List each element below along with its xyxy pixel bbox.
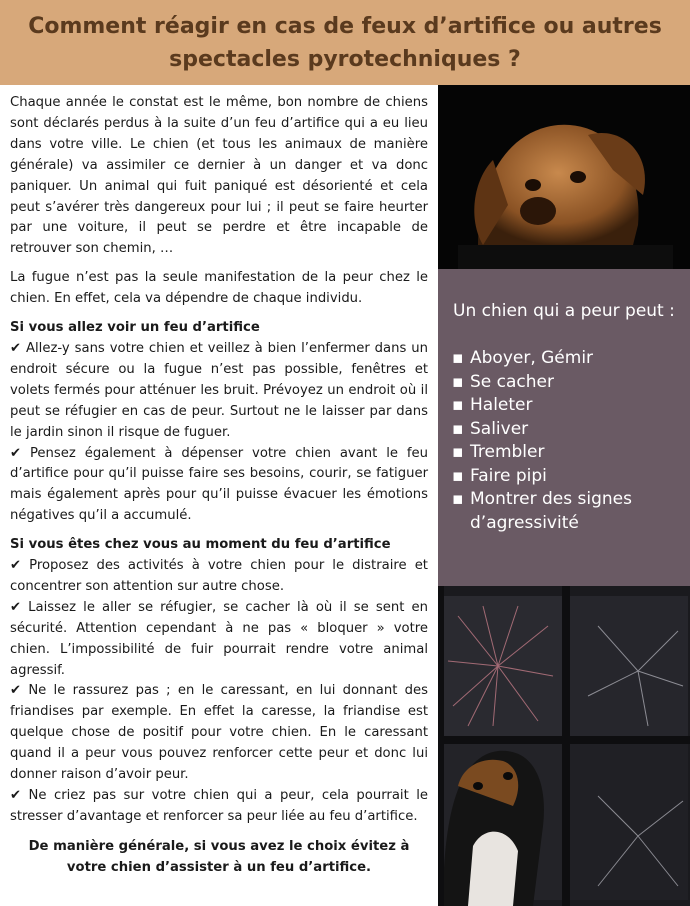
section1-heading: Si vous allez voir un feu d’artifice [10, 320, 260, 336]
section2-heading: Si vous êtes chez vous au moment du feu d’artifice [10, 537, 391, 553]
section1-item: ✔ Pensez également à dépenser votre chien avant le feu d’artifice pour qu’il puisse faire ses besoins, courir, se fatiguer mais également après pour qu’il puisse évacuer les émotions négatives qu’il a accumulé. [10, 445, 428, 524]
header-banner [0, 0, 690, 85]
list-item: ▪ Se cacher [452, 371, 690, 395]
list-item: ▪ Faire pipi [452, 465, 690, 489]
dog-window-fireworks-photo [438, 586, 690, 906]
list-item: ▪ Saliver [452, 418, 690, 442]
section2-item: ✔ Proposez des activités à votre chien pour le distraire et concentrer son attention sur autre chose. [10, 558, 428, 594]
list-item: ▪ Trembler [452, 441, 690, 465]
check-icon: ✔ [10, 683, 22, 699]
check-icon: ✔ [10, 340, 22, 356]
check-icon: ✔ [10, 599, 22, 615]
closing-statement: De manière générale, si vous avez le choix évitez à votre chien d’assister à un feu d’artifice. [28, 838, 410, 875]
intro-paragraph-1: Chaque année le constat est le même, bon nombre de chiens sont déclarés perdus à la suite d’un feu d’artifice qui a eu lieu dans votre ville. Le chien (et tous les animaux de manière générale) va assimiler ce dernier à un danger et va donc paniquer. Un animal qui fuit paniqué est désorienté et cela peut s’avérer très dangereux pour lui ; il peut se faire heurter par une voiture, il peut se perdre et être incapable de retrouver son chemin, … [10, 95, 428, 257]
window-fireworks-illustration [438, 586, 690, 906]
section2-item: ✔ Laissez le aller se réfugier, se cacher là où il se sent en sécurité. Attention cependant à ne pas « bloquer » votre chien. L’impossibilité de fuir pourrait rendre votre animal agressif. [10, 599, 428, 678]
section1-item: ✔ Allez-y sans votre chien et veillez à bien l’enfermer dans un endroit sécure ou la fugue n’est pas possible, fenêtres et volets fermés pour atténuer les bruit. Prévoyez un endroit où il peut se réfugier en cas de peur. Surtout ne le laisser par dans le jardin sinon il risque de fuguer. [10, 340, 428, 440]
list-item: ▪ Aboyer, Gémir [452, 347, 690, 371]
check-icon: ✔ [10, 788, 22, 803]
section2-item: ✔ Ne le rassurez pas ; en le caressant, en lui donnant des friandises par exemple. En effet la caresse, la friandise est quelque chose de positif pour votre chien. En le caressant quand il a peur vous pouvez renforcer cette peur et donc lui donner raison d’avoir peur. [10, 683, 428, 783]
section2-item: ✔ Ne criez pas sur votre chien qui a peur, cela pourrait le stresser d’avantage et renforcer sa peur liée au feu d’artifice. [10, 788, 428, 824]
list-item: ▪ Montrer des signes d’agressivité [452, 488, 690, 535]
main-article [10, 93, 428, 878]
fear-signs-panel [438, 269, 690, 586]
scared-dog-photo [438, 85, 690, 269]
fear-signs-list [452, 347, 690, 535]
scared-dog-illustration [438, 85, 690, 269]
intro-paragraph-2: La fugue n’est pas la seule manifestation de la peur chez le chien. En effet, cela va dépendre de chaque individu. [10, 270, 428, 307]
panel-title: Un chien qui a peur peut : [453, 301, 675, 321]
check-icon: ✔ [10, 445, 22, 461]
list-item: ▪ Haleter [452, 394, 690, 418]
check-icon: ✔ [10, 558, 22, 574]
page-title: Comment réagir en cas de feux d’artifice ou autres spectacles pyrotechniques ? [28, 13, 662, 72]
